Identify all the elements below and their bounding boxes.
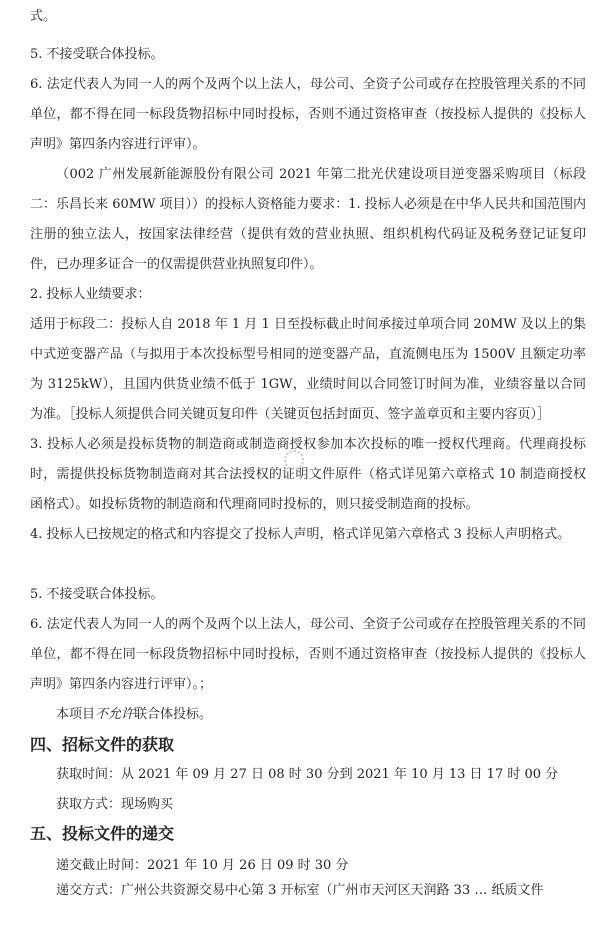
paragraph-continuation: 式。 xyxy=(30,9,57,24)
paragraph-performance: 适用于标段二：投标人自 2018 年 1 月 1 日至投标截止时间承接过单项合同 20MW 及以上的集中式逆变器产品（与拟用于本次投标型号相同的逆变器产品，直流侧电压为 1500V 且额定功率为 3125kW），且国内供货业绩不低于 1GW，业绩时间以合同签订时间为准，业绩容量以合同为准。［投标人须提供合同关键页复印件（关键页包括封面页、签字盖章页和主要内容页）］ xyxy=(30,317,586,422)
acquisition-time-label: 获取时间： xyxy=(56,767,122,782)
note-suffix: 联合体投标。 xyxy=(134,707,213,722)
submission-method: 递交方式：广州公共资源交易中心第 3 开标室（广州市天河区天润路 33 … 纸质文件 xyxy=(56,883,544,898)
paragraph-item-3: 3. 投标人必须是投标货物的制造商或制造商授权参加本次投标的唯一授权代理商。代理商投标时，需提供投标货物制造商对其合法授权的证明文件原件（格式详见第六章格式 10 制造商授权函格式）。如投标货物的制造商和代理商同时投标的，则只接受制造商的投标。 xyxy=(30,437,586,512)
note-prefix: 本项目 xyxy=(56,707,96,722)
submission-method-label: 递交方式： xyxy=(56,883,122,898)
submission-deadline xyxy=(56,855,348,877)
acquisition-method-label: 获取方式： xyxy=(56,797,122,812)
submission-method-tail: 纸质文件 xyxy=(491,883,544,898)
submission-deadline-value: 2021 年 10 月 26 日 09 时 30 分 xyxy=(147,858,349,873)
paragraph-item-2-heading: 2. 投标人业绩要求： xyxy=(30,287,151,302)
section-4-heading: 四、招标文件的获取 xyxy=(30,735,175,754)
paragraph-item-4: 4. 投标人已按规定的格式和内容提交了投标人声明，格式详见第六章格式 3 投标人声明格式。 xyxy=(30,527,571,542)
acquisition-method-value: 现场购买 xyxy=(121,797,174,812)
note-emphasis: 不允许 xyxy=(95,707,135,722)
paragraph-item-6: 6. 法定代表人为同一人的两个及两个以上法人，母公司、全资子公司或存在控股管理关系的不同单位，都不得在同一标段货物招标中同时投标，否则不通过资格审查（按投标人提供的《投标人声明》第四条内容进行评审）。 xyxy=(30,77,586,152)
acquisition-time xyxy=(56,764,558,786)
acquisition-method xyxy=(56,794,173,816)
paragraph-item-6-repeat: 6. 法定代表人为同一人的两个及两个以上法人，母公司、全资子公司或存在控股管理关系的不同单位，都不得在同一标段货物招标中同时投标，否则不通过资格审查（按投标人提供的《投标人声明》第四条内容进行评审）。； xyxy=(30,617,586,692)
submission-method-value: 广州公共资源交易中心第 3 开标室（广州市天河区天润路 33 xyxy=(121,883,471,898)
paragraph-note xyxy=(30,700,586,730)
paragraph-item-5-repeat: 5. 不接受联合体投标。 xyxy=(30,587,164,602)
paragraph-item-5: 5. 不接受联合体投标。 xyxy=(30,47,164,62)
acquisition-time-value: 从 2021 年 09 月 27 日 08 时 30 分到 2021 年 10 月 13 日 17 时 00 分 xyxy=(121,767,559,782)
loading-spinner-icon xyxy=(284,450,304,470)
paragraph-qualification: （002 广州发展新能源股份有限公司 2021 年第二批光伏建设项目逆变器采购项目（标段二：乐昌长来 60MW 项目））的投标人资格能力要求：1. 投标人必须是在中华人民共和国范围内注册的独立法人，按国家法律经营（提供有效的营业执照、组织机构代码证及税务登记证复印件，已办理多证合一的仅需提供营业执照复印件）。 xyxy=(30,167,586,272)
submission-deadline-label: 递交截止时间： xyxy=(56,858,148,873)
section-5-heading: 五、投标文件的递交 xyxy=(30,824,175,843)
